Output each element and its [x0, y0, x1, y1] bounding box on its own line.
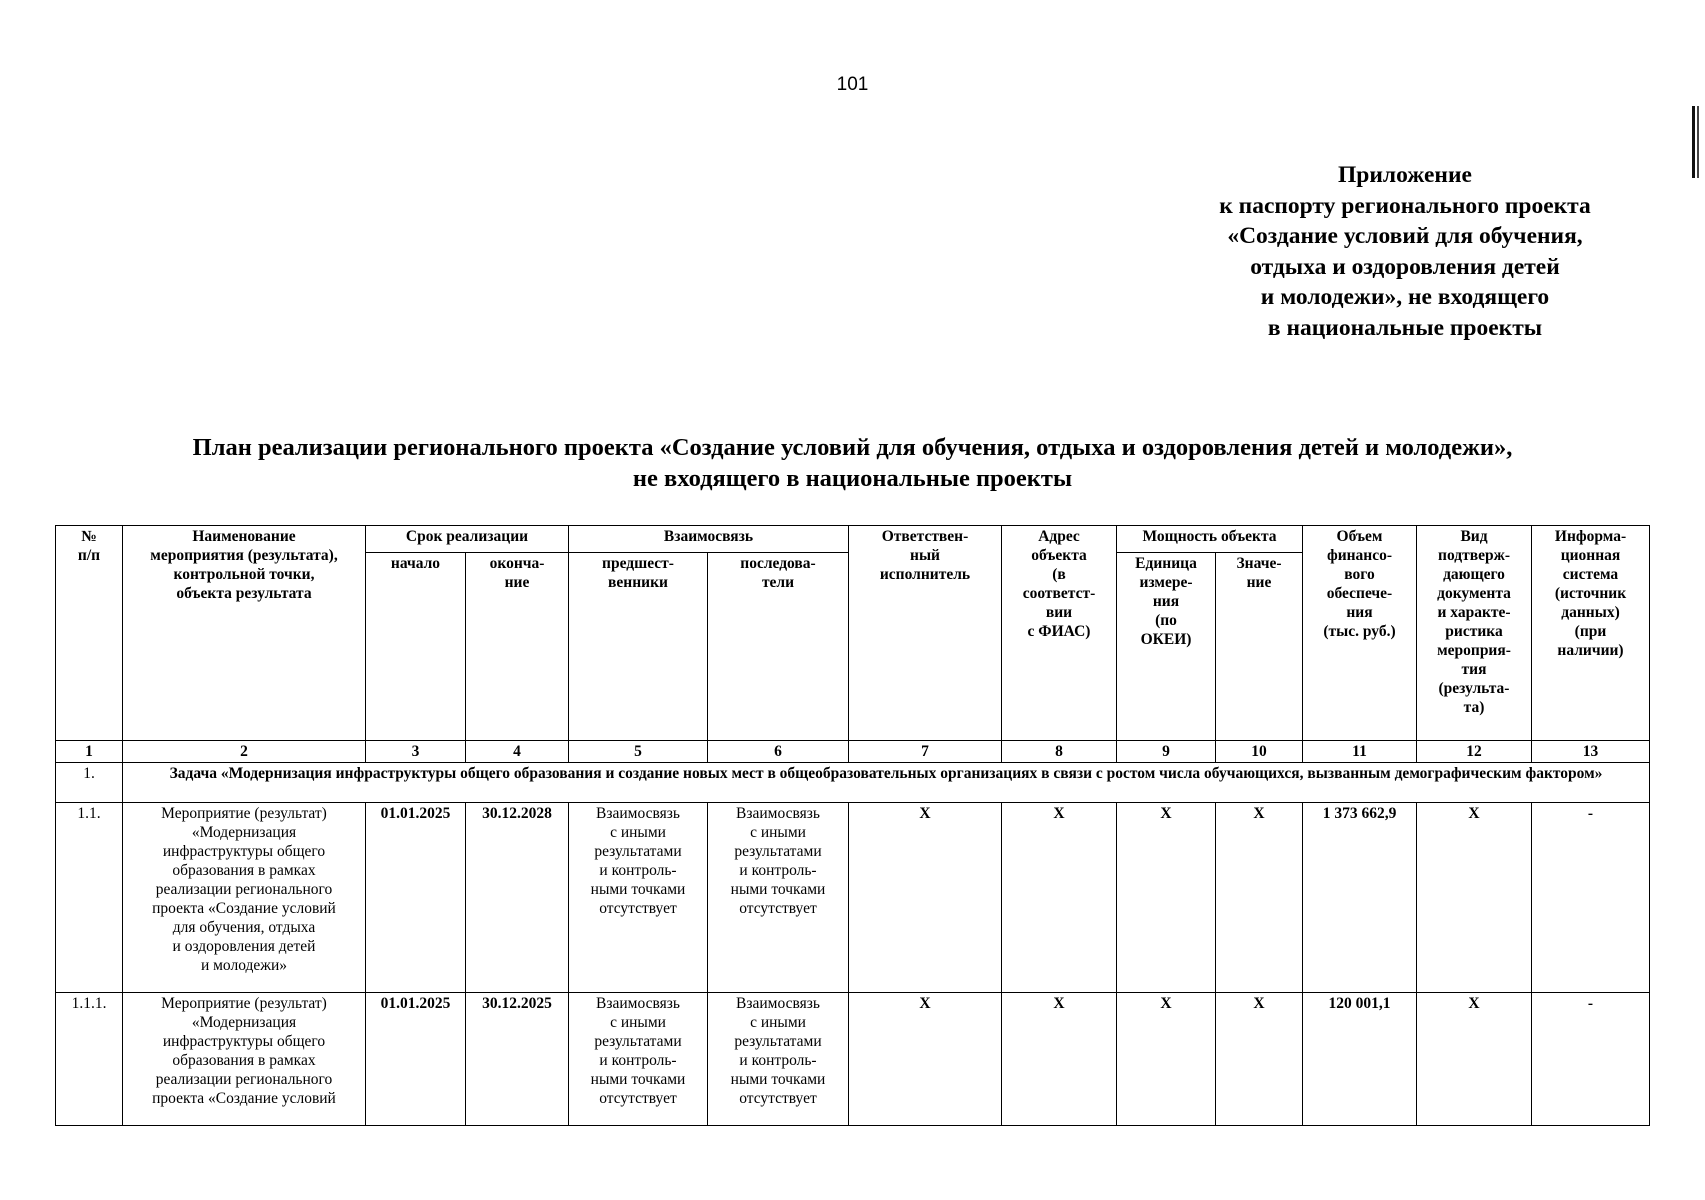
page-number: 101 [836, 74, 869, 95]
column-number: 2 [123, 741, 366, 763]
header-num: № п/п [56, 526, 123, 741]
appendix-line: «Создание условий для обучения, [1227, 223, 1583, 249]
row-name: Мероприятие (результат) «Модернизация инфраструктуры общего образования в рамках реализации регионального проекта «Создание условий [123, 993, 366, 1126]
row-address: X [1002, 803, 1117, 993]
row-end-date: 30.12.2025 [466, 993, 569, 1126]
row-doc-type: X [1417, 803, 1532, 993]
header-relation: Взаимосвязь [569, 526, 849, 553]
header-address: Адрес объекта (в соответст- вии с ФИАС) [1002, 526, 1117, 741]
task-text: Задача «Модернизация инфраструктуры общего образования и создание новых мест в общеобразовательных организациях в связи с ростом числа обучающихся, вызванным демографическим фактором» [123, 763, 1650, 803]
row-num: 1.1. [56, 803, 123, 993]
column-number: 8 [1002, 741, 1117, 763]
header-responsible: Ответствен- ный исполнитель [849, 526, 1002, 741]
row-num: 1.1.1. [56, 993, 123, 1126]
header-period: Срок реализации [366, 526, 569, 553]
column-number: 7 [849, 741, 1002, 763]
row-successors: Взаимосвязь с иными результатами и контроль- ными точками отсутствует [708, 993, 849, 1126]
column-number: 5 [569, 741, 708, 763]
row-start-date: 01.01.2025 [366, 993, 466, 1126]
column-number: 11 [1303, 741, 1417, 763]
row-end-date: 30.12.2028 [466, 803, 569, 993]
row-predecessors: Взаимосвязь с иными результатами и контроль- ными точками отсутствует [569, 993, 708, 1126]
row-name: Мероприятие (результат) «Модернизация инфраструктуры общего образования в рамках реализации регионального проекта «Создание условий для обучения, отдыха и оздоровления детей и молодежи» [123, 803, 366, 993]
plan-title-line: не входящего в национальные проекты [632, 465, 1073, 492]
header-capacity-unit: Единица измере- ния (по ОКЕИ) [1117, 553, 1216, 741]
column-number: 13 [1532, 741, 1650, 763]
row-responsible: X [849, 803, 1002, 993]
table-row [56, 993, 1650, 1126]
header-doc-type: Вид подтверж- дающего документа и характе- ристика мероприя- тия (результа- та) [1417, 526, 1532, 741]
header-relation-prev: предшест- венники [569, 553, 708, 741]
row-capacity-value: X [1216, 993, 1303, 1126]
row-responsible: X [849, 993, 1002, 1126]
appendix-heading [1150, 160, 1660, 343]
header-info-system: Информа- ционная система (источник данных) (при наличии) [1532, 526, 1650, 741]
row-capacity-value: X [1216, 803, 1303, 993]
header-funding: Объем финансо- вого обеспече- ния (тыс. руб.) [1303, 526, 1417, 741]
row-successors: Взаимосвязь с иными результатами и контроль- ными точками отсутствует [708, 803, 849, 993]
column-number: 6 [708, 741, 849, 763]
header-name: Наименование мероприятия (результата), контрольной точки, объекта результата [123, 526, 366, 741]
table-header-row [56, 526, 1650, 553]
header-period-start: начало [366, 553, 466, 741]
header-capacity-value: Значе- ние [1216, 553, 1303, 741]
row-address: X [1002, 993, 1117, 1126]
header-capacity: Мощность объекта [1117, 526, 1303, 553]
row-info-system: - [1532, 803, 1650, 993]
scan-edge-mark-shadow [1697, 106, 1699, 178]
column-number: 10 [1216, 741, 1303, 763]
appendix-line: Приложение [1338, 162, 1472, 188]
row-start-date: 01.01.2025 [366, 803, 466, 993]
task-num: 1. [56, 763, 123, 803]
row-capacity-unit: X [1117, 803, 1216, 993]
column-number: 4 [466, 741, 569, 763]
column-number: 12 [1417, 741, 1532, 763]
appendix-line: и молодежи», не входящего [1260, 284, 1550, 310]
row-funding: 120 001,1 [1303, 993, 1417, 1126]
plan-title-line: План реализации регионального проекта «Создание условий для обучения, отдыха и оздоровления детей и молодежи», [192, 434, 1513, 461]
header-period-end: оконча- ние [466, 553, 569, 741]
column-number-row [56, 741, 1650, 763]
row-predecessors: Взаимосвязь с иными результатами и контроль- ными точками отсутствует [569, 803, 708, 993]
plan-title [0, 432, 1705, 494]
row-info-system: - [1532, 993, 1650, 1126]
column-number: 1 [56, 741, 123, 763]
table-row [56, 803, 1650, 993]
column-number: 9 [1117, 741, 1216, 763]
appendix-line: к паспорту регионального проекта [1219, 192, 1591, 219]
appendix-line: в национальные проекты [1267, 314, 1543, 341]
plan-table [55, 525, 1650, 1126]
row-capacity-unit: X [1117, 993, 1216, 1126]
column-number: 3 [366, 741, 466, 763]
scan-edge-mark [1692, 106, 1695, 178]
header-relation-next: последова- тели [708, 553, 849, 741]
appendix-line: отдыха и оздоровления детей [1250, 253, 1560, 280]
task-row [56, 763, 1650, 803]
row-doc-type: X [1417, 993, 1532, 1126]
row-funding: 1 373 662,9 [1303, 803, 1417, 993]
